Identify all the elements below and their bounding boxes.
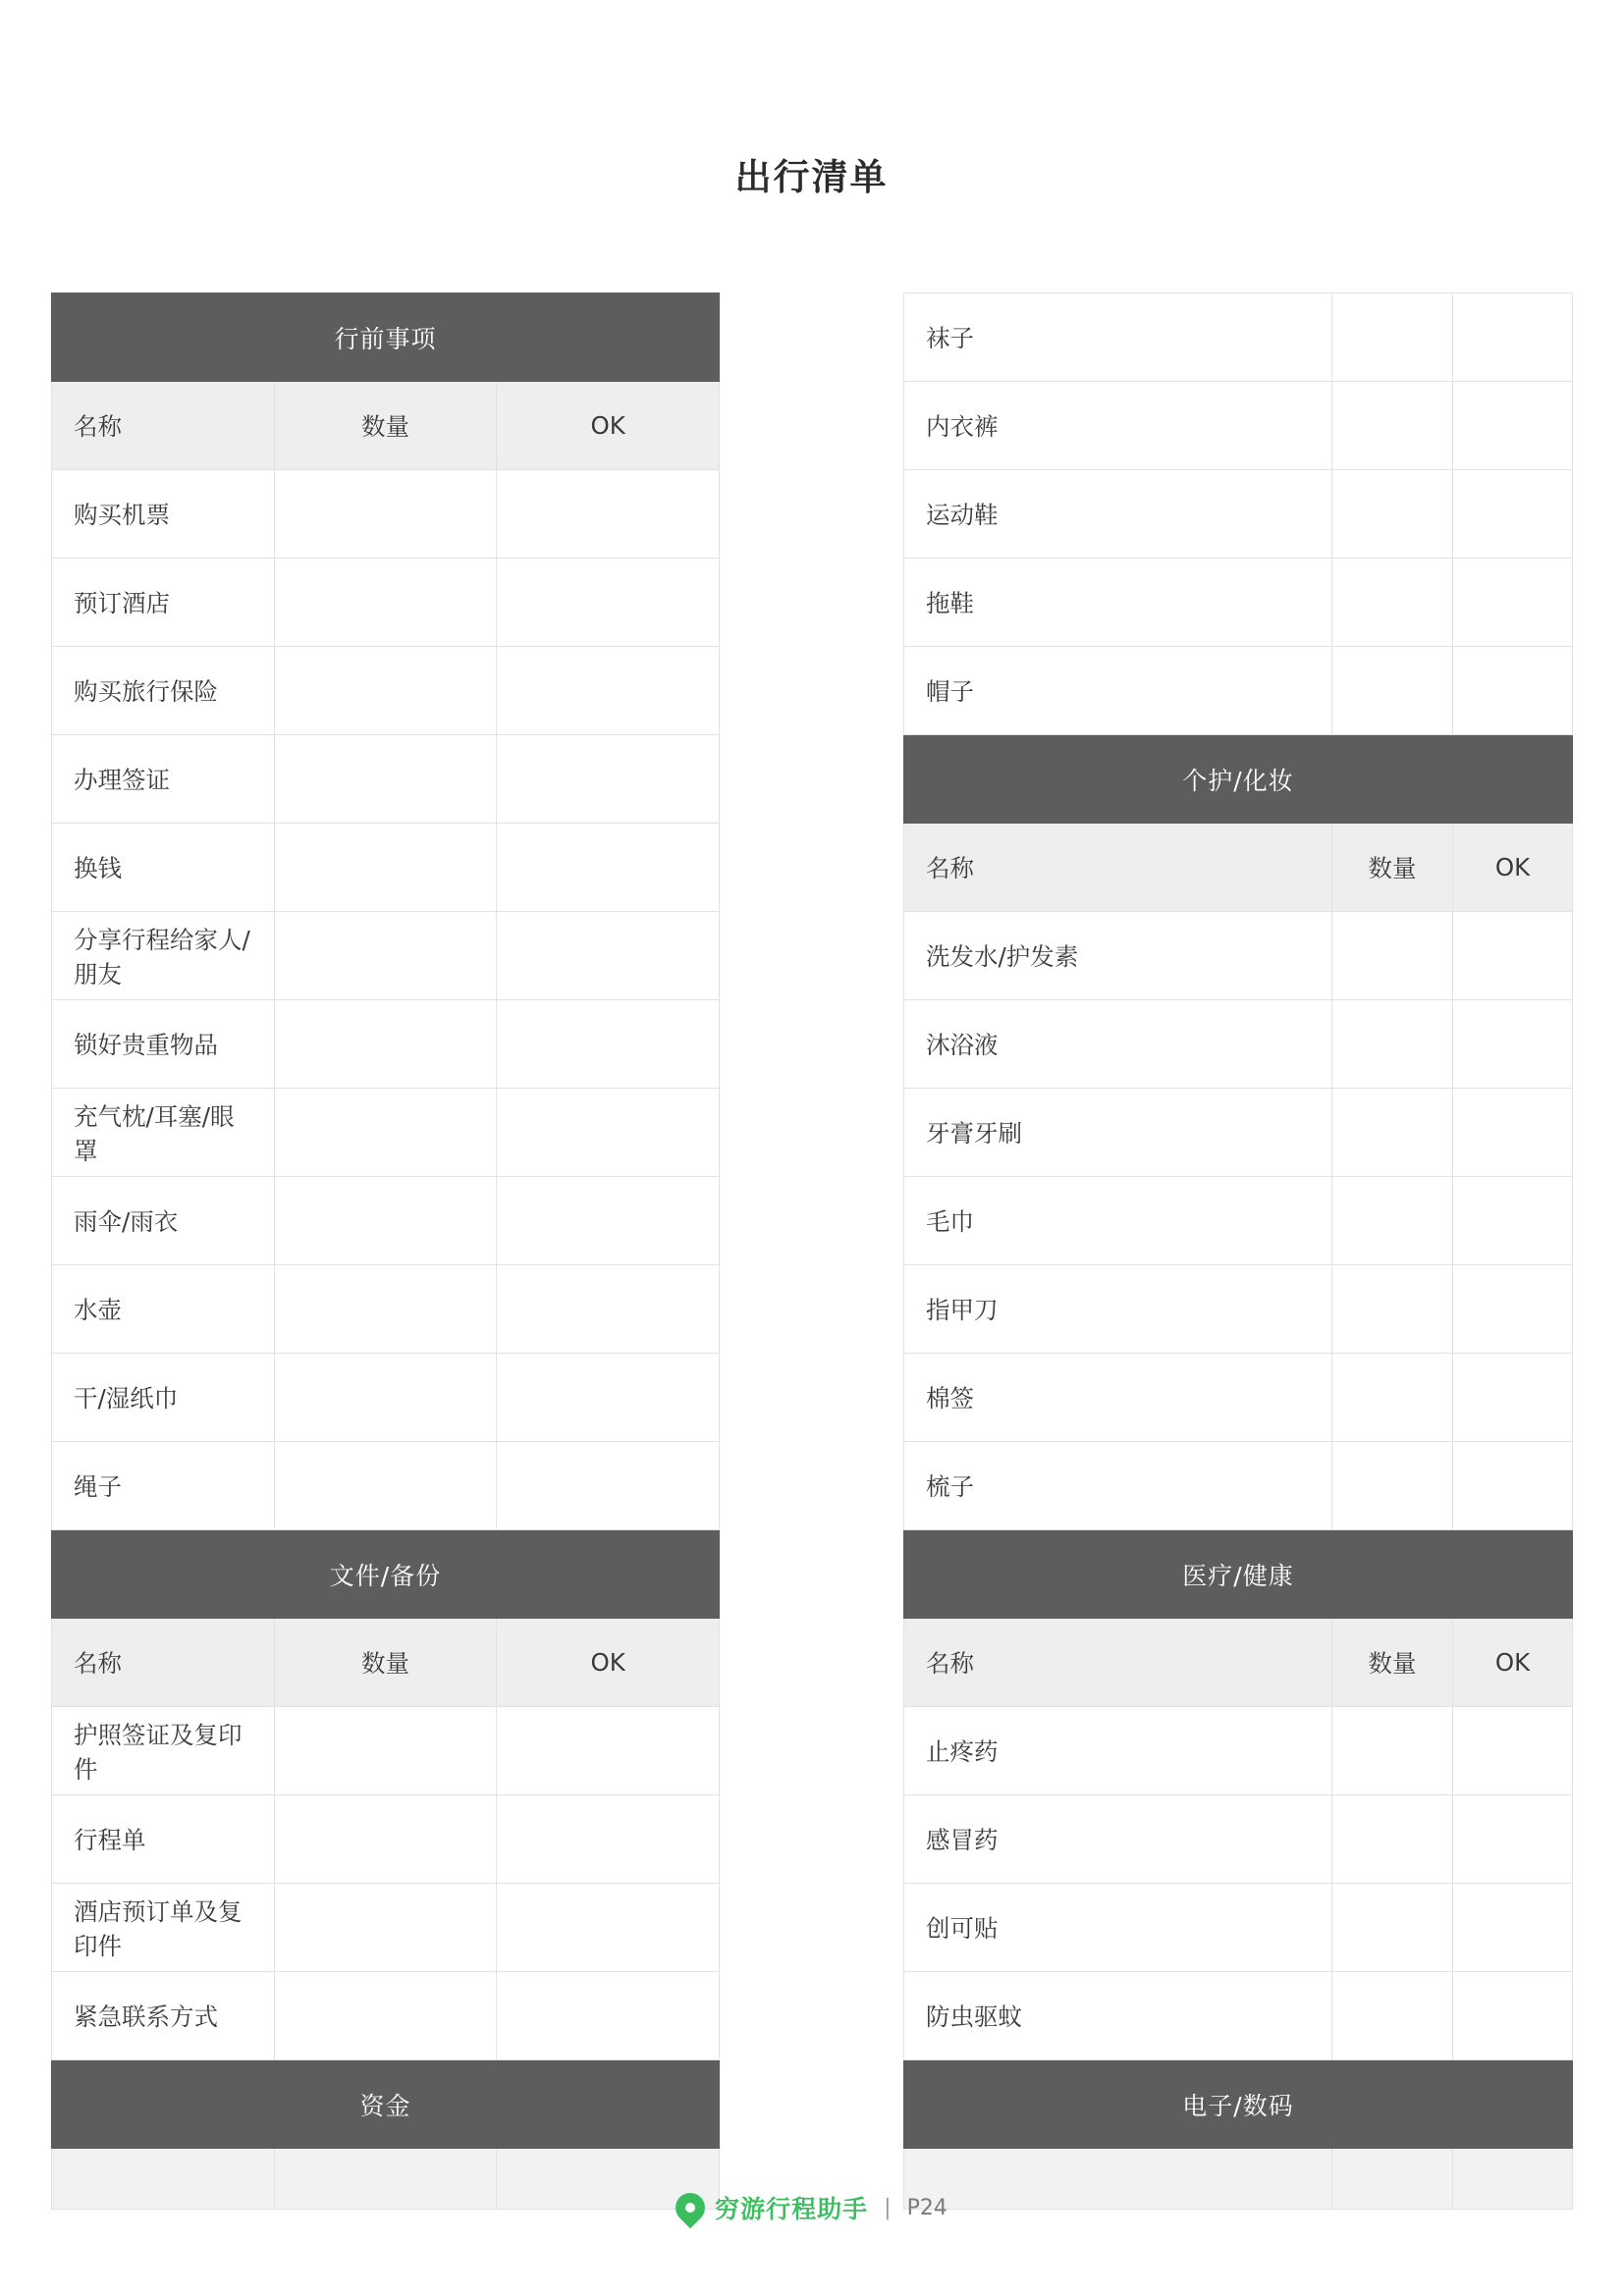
checklist-item-qty-cell[interactable] <box>1332 912 1453 1000</box>
checklist-item-ok-cell[interactable] <box>1453 1442 1573 1530</box>
checklist-item-label: 绳子 <box>52 1442 275 1530</box>
checklist-item-label: 沐浴液 <box>904 1000 1332 1089</box>
checklist-row <box>52 912 720 1000</box>
column-header-name: 名称 <box>904 1619 1332 1707</box>
checklist-item-label: 袜子 <box>904 294 1332 382</box>
checklist-item-ok-cell[interactable] <box>1453 1884 1573 1972</box>
checklist-item-qty-cell[interactable] <box>1332 294 1453 382</box>
checklist-item-label: 锁好贵重物品 <box>52 1000 275 1089</box>
checklist-item-qty-cell[interactable] <box>1332 1177 1453 1265</box>
column-header-name: 名称 <box>52 382 275 470</box>
checklist-item-qty-cell[interactable] <box>1332 1000 1453 1089</box>
checklist-item-qty-cell[interactable] <box>1332 1265 1453 1354</box>
checklist-item-qty-cell[interactable] <box>274 1442 497 1530</box>
checklist-item-label: 购买机票 <box>52 470 275 559</box>
checklist-row <box>52 1707 720 1795</box>
checklist-row <box>52 1884 720 1972</box>
checklist-row <box>904 382 1573 470</box>
checklist-item-label: 分享行程给家人/朋友 <box>52 912 275 1000</box>
column-header-ok: OK <box>497 382 720 470</box>
section-header-row <box>52 2060 720 2149</box>
checklist-item-ok-cell[interactable] <box>497 824 720 912</box>
checklist-item-label: 充气枕/耳塞/眼罩 <box>52 1089 275 1177</box>
checklist-row <box>52 1354 720 1442</box>
checklist-item-ok-cell[interactable] <box>497 1707 720 1795</box>
checklist-item-label: 购买旅行保险 <box>52 647 275 735</box>
checklist-item-label: 雨伞/雨衣 <box>52 1177 275 1265</box>
checklist-item-ok-cell[interactable] <box>497 1000 720 1089</box>
section-header-label: 资金 <box>52 2060 720 2149</box>
checklist-row <box>52 647 720 735</box>
checklist-item-qty-cell[interactable] <box>274 1884 497 1972</box>
checklist-item-qty-cell[interactable] <box>274 1177 497 1265</box>
column-header-name: 名称 <box>904 824 1332 912</box>
checklist-item-ok-cell[interactable] <box>497 735 720 824</box>
checklist-row <box>904 1177 1573 1265</box>
column-header-row <box>904 824 1573 912</box>
checklist-row <box>904 559 1573 647</box>
checklist-row <box>904 470 1573 559</box>
checklist-item-label: 水壶 <box>52 1265 275 1354</box>
checklist-item-qty-cell[interactable] <box>274 1707 497 1795</box>
checklist-item-ok-cell[interactable] <box>1453 1265 1573 1354</box>
checklist-item-label: 洗发水/护发素 <box>904 912 1332 1000</box>
checklist-item-qty-cell[interactable] <box>1332 1884 1453 1972</box>
right-column <box>903 293 1572 2210</box>
checklist-item-ok-cell[interactable] <box>497 1442 720 1530</box>
column-header-qty: 数量 <box>274 382 497 470</box>
checklist-item-qty-cell[interactable] <box>1332 1089 1453 1177</box>
checklist-item-ok-cell[interactable] <box>497 1972 720 2060</box>
checklist-item-ok-cell[interactable] <box>497 1354 720 1442</box>
checklist-item-ok-cell[interactable] <box>1453 1707 1573 1795</box>
checklist-row <box>904 1972 1573 2060</box>
checklist-item-ok-cell[interactable] <box>497 1265 720 1354</box>
checklist-item-ok-cell[interactable] <box>1453 1000 1573 1089</box>
checklist-item-label: 牙膏牙刷 <box>904 1089 1332 1177</box>
checklist-row <box>904 647 1573 735</box>
checklist-row <box>52 824 720 912</box>
checklist-columns <box>0 293 1623 2210</box>
checklist-item-ok-cell[interactable] <box>1453 1795 1573 1884</box>
section-header-label: 文件/备份 <box>52 1530 720 1619</box>
checklist-item-qty-cell[interactable] <box>274 824 497 912</box>
section-header-label: 电子/数码 <box>904 2060 1573 2149</box>
column-header-row <box>52 1619 720 1707</box>
checklist-row <box>904 1089 1573 1177</box>
checklist-item-ok-cell[interactable] <box>1453 470 1573 559</box>
checklist-item-ok-cell[interactable] <box>1453 294 1573 382</box>
checklist-row <box>52 1795 720 1884</box>
checklist-item-qty-cell[interactable] <box>1332 1795 1453 1884</box>
checklist-item-label: 感冒药 <box>904 1795 1332 1884</box>
left-checklist-table <box>51 293 720 2210</box>
column-header-name: 名称 <box>52 1619 275 1707</box>
checklist-row <box>52 1177 720 1265</box>
checklist-item-ok-cell[interactable] <box>1453 1354 1573 1442</box>
checklist-item-ok-cell[interactable] <box>497 1089 720 1177</box>
checklist-item-qty-cell[interactable] <box>1332 1354 1453 1442</box>
section-header-row <box>904 1530 1573 1619</box>
checklist-item-qty-cell[interactable] <box>274 912 497 1000</box>
column-header-qty: 数量 <box>1332 824 1453 912</box>
checklist-item-label: 换钱 <box>52 824 275 912</box>
checklist-item-qty-cell[interactable] <box>274 470 497 559</box>
checklist-item-qty-cell[interactable] <box>274 1972 497 2060</box>
checklist-item-qty-cell[interactable] <box>274 1795 497 1884</box>
checklist-item-qty-cell[interactable] <box>274 1089 497 1177</box>
checklist-item-label: 梳子 <box>904 1442 1332 1530</box>
checklist-item-ok-cell[interactable] <box>497 647 720 735</box>
checklist-item-label: 酒店预订单及复印件 <box>52 1884 275 1972</box>
brand-name: 穷游行程助手 <box>715 2195 869 2223</box>
checklist-item-qty-cell[interactable] <box>1332 470 1453 559</box>
checklist-item-ok-cell[interactable] <box>497 559 720 647</box>
checklist-row <box>904 912 1573 1000</box>
footer-separator: | <box>884 2195 892 2220</box>
checklist-item-ok-cell[interactable] <box>1453 559 1573 647</box>
checklist-row <box>904 1884 1573 1972</box>
checklist-row <box>52 735 720 824</box>
checklist-item-label: 紧急联系方式 <box>52 1972 275 2060</box>
checklist-item-qty-cell[interactable] <box>274 1000 497 1089</box>
checklist-row <box>904 1265 1573 1354</box>
checklist-item-label: 运动鞋 <box>904 470 1332 559</box>
checklist-item-ok-cell[interactable] <box>1453 1089 1573 1177</box>
checklist-item-qty-cell[interactable] <box>1332 1972 1453 2060</box>
checklist-item-qty-cell[interactable] <box>1332 647 1453 735</box>
checklist-item-ok-cell[interactable] <box>497 1795 720 1884</box>
checklist-item-label: 预订酒店 <box>52 559 275 647</box>
checklist-row <box>52 1442 720 1530</box>
checklist-row <box>904 1707 1573 1795</box>
checklist-item-label: 行程单 <box>52 1795 275 1884</box>
checklist-row <box>904 1354 1573 1442</box>
checklist-item-label: 护照签证及复印件 <box>52 1707 275 1795</box>
section-header-label: 个护/化妆 <box>904 735 1573 824</box>
checklist-row <box>904 1795 1573 1884</box>
column-header-ok: OK <box>1453 1619 1573 1707</box>
checklist-item-qty-cell[interactable] <box>274 647 497 735</box>
left-column <box>51 293 720 2210</box>
column-header-qty: 数量 <box>274 1619 497 1707</box>
checklist-item-label: 办理签证 <box>52 735 275 824</box>
checklist-item-ok-cell[interactable] <box>1453 647 1573 735</box>
checklist-item-label: 指甲刀 <box>904 1265 1332 1354</box>
checklist-item-ok-cell[interactable] <box>497 470 720 559</box>
section-header-label: 行前事项 <box>52 294 720 382</box>
checklist-item-ok-cell[interactable] <box>497 1884 720 1972</box>
checklist-row <box>52 1972 720 2060</box>
checklist-item-label: 棉签 <box>904 1354 1332 1442</box>
column-header-row <box>904 1619 1573 1707</box>
checklist-row <box>904 1442 1573 1530</box>
checklist-row <box>52 559 720 647</box>
checklist-item-label: 创可贴 <box>904 1884 1332 1972</box>
checklist-item-label: 帽子 <box>904 647 1332 735</box>
section-header-row <box>904 735 1573 824</box>
checklist-row <box>52 1000 720 1089</box>
checklist-row <box>52 1265 720 1354</box>
column-header-row <box>52 382 720 470</box>
checklist-item-qty-cell[interactable] <box>274 559 497 647</box>
checklist-item-qty-cell[interactable] <box>1332 1442 1453 1530</box>
checklist-item-label: 内衣裤 <box>904 382 1332 470</box>
checklist-item-ok-cell[interactable] <box>1453 1177 1573 1265</box>
checklist-item-qty-cell[interactable] <box>1332 382 1453 470</box>
checklist-item-ok-cell[interactable] <box>1453 912 1573 1000</box>
page-number: P24 <box>906 2195 947 2220</box>
checklist-item-ok-cell[interactable] <box>1453 1972 1573 2060</box>
location-pin-icon <box>670 2187 711 2228</box>
section-header-label: 医疗/健康 <box>904 1530 1573 1619</box>
checklist-item-ok-cell[interactable] <box>497 1177 720 1265</box>
checklist-item-qty-cell[interactable] <box>274 1265 497 1354</box>
page-footer <box>0 2190 1623 2225</box>
checklist-item-qty-cell[interactable] <box>1332 1707 1453 1795</box>
section-header-row <box>52 294 720 382</box>
checklist-row <box>52 1089 720 1177</box>
right-checklist-table <box>903 293 1573 2210</box>
column-header-ok: OK <box>497 1619 720 1707</box>
checklist-item-qty-cell[interactable] <box>1332 559 1453 647</box>
checklist-item-label: 拖鞋 <box>904 559 1332 647</box>
section-header-row <box>904 2060 1573 2149</box>
checklist-item-ok-cell[interactable] <box>497 912 720 1000</box>
section-header-row <box>52 1530 720 1619</box>
checklist-item-ok-cell[interactable] <box>1453 382 1573 470</box>
checklist-row <box>904 1000 1573 1089</box>
checklist-row <box>52 470 720 559</box>
checklist-item-label: 干/湿纸巾 <box>52 1354 275 1442</box>
column-header-qty: 数量 <box>1332 1619 1453 1707</box>
checklist-item-label: 毛巾 <box>904 1177 1332 1265</box>
checklist-item-qty-cell[interactable] <box>274 735 497 824</box>
checklist-row <box>904 294 1573 382</box>
column-header-ok: OK <box>1453 824 1573 912</box>
checklist-item-label: 止疼药 <box>904 1707 1332 1795</box>
page-title: 出行清单 <box>734 156 889 198</box>
checklist-item-label: 防虫驱蚊 <box>904 1972 1332 2060</box>
checklist-item-qty-cell[interactable] <box>274 1354 497 1442</box>
